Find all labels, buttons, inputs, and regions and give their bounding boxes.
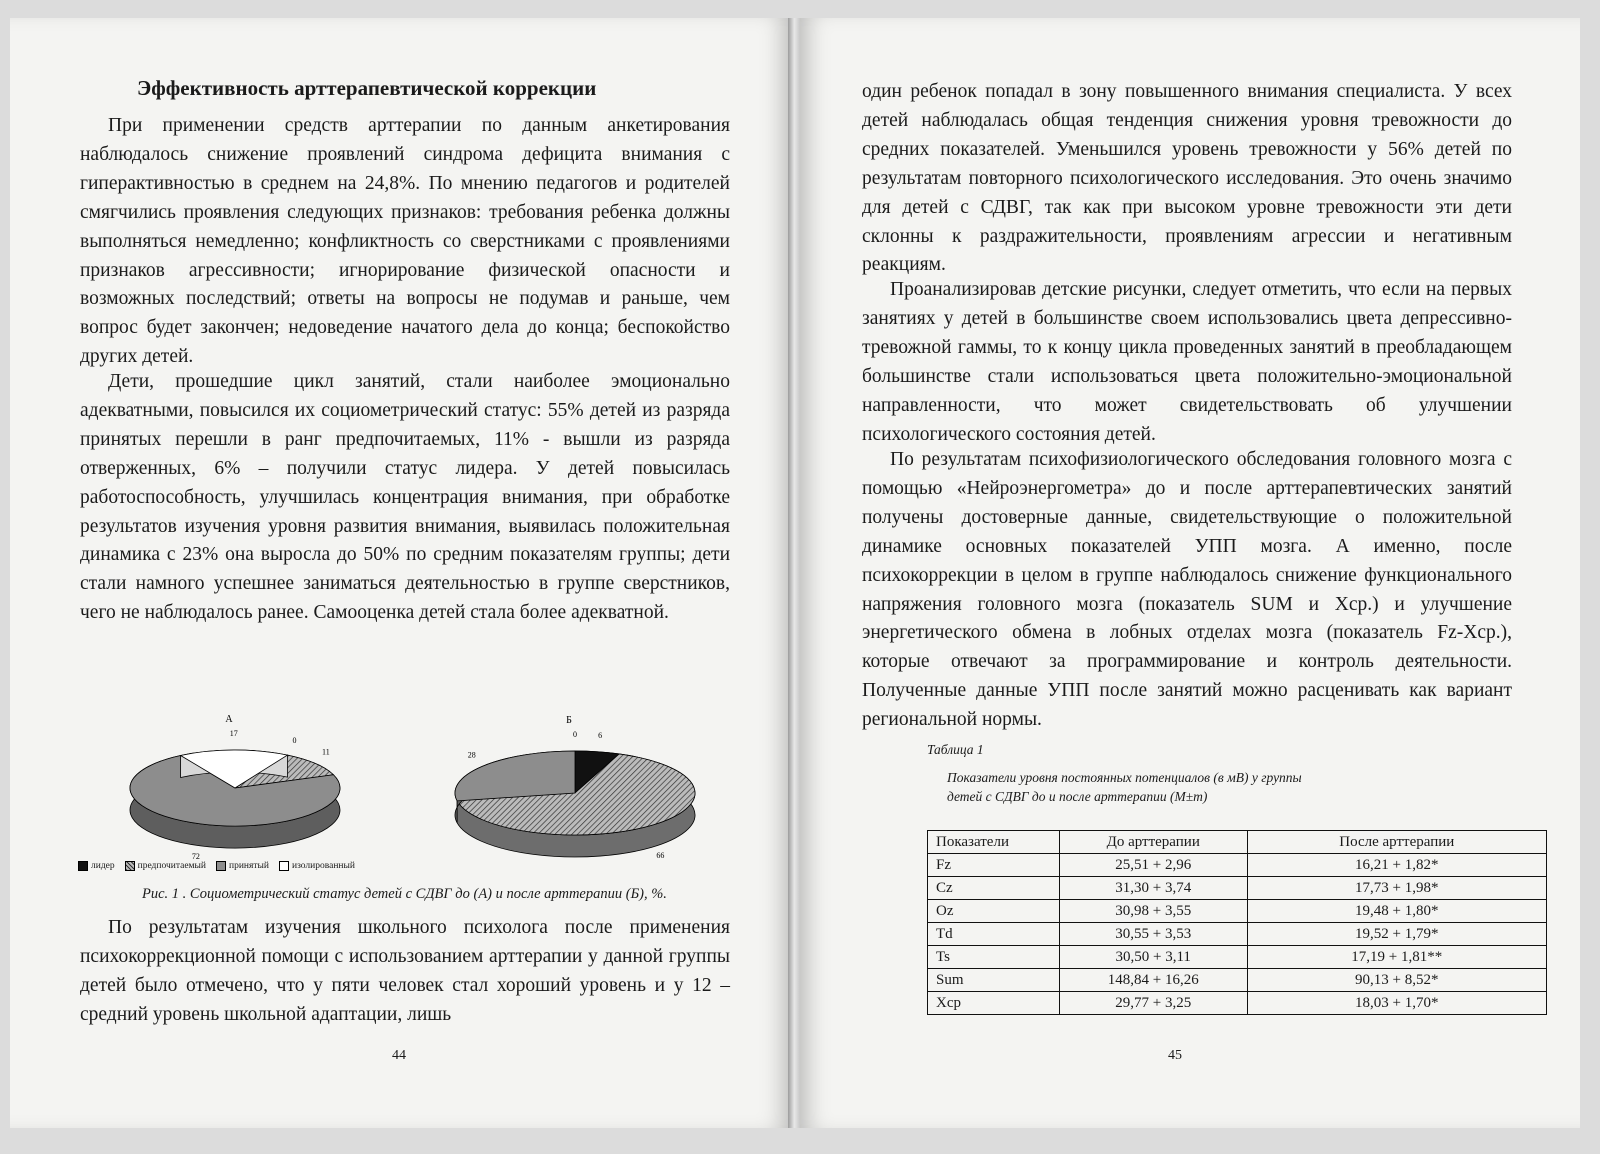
table-row <box>928 877 1547 900</box>
table-row <box>928 946 1547 969</box>
data-label-a-1: 11 <box>322 747 330 757</box>
legend-item-leader: лидер <box>78 861 115 871</box>
data-label-a-2: 72 <box>191 852 200 862</box>
table-cell: 25,51 + 2,96 <box>1059 854 1247 877</box>
left-page <box>10 18 790 1128</box>
figure-caption: Рис. 1 . Социометрический статус детей с СДВГ до (А) и после арттерапии (Б), %. <box>142 886 667 902</box>
data-label-b-1: 66 <box>656 851 665 861</box>
right-paragraph-3 <box>862 446 1512 735</box>
table-cell: Cz <box>928 877 1060 900</box>
chart-title-b: Б <box>566 715 572 726</box>
table-cell: 18,03 + 1,70* <box>1247 992 1546 1015</box>
table-cell: 30,98 + 3,55 <box>1059 900 1247 923</box>
right-paragraph-2 <box>862 276 1512 449</box>
table-cell: 31,30 + 3,74 <box>1059 877 1247 900</box>
potentials-table <box>927 830 1547 1015</box>
table-cell: 30,50 + 3,11 <box>1059 946 1247 969</box>
legend-item-accepted: принятый <box>216 861 269 871</box>
data-label-b-0: 6 <box>598 730 603 740</box>
right-paragraph-1-text: один ребенок попадал в зону повышенного внимания специалиста. У всех детей наблюдалась общая тенденция снижения уровня тревожности до средних показателей. Уменьшился уровень тревожности у 56% детей по результатам повторного психологического исследования. Это очень значимо для детей с СДВГ, так как при высоком уровне тревожности эти дети склонны к раздражительности, проявлениям агрессии и негативным реакциям. <box>862 81 1512 276</box>
chart-title-a: А <box>225 714 233 725</box>
table-cell: 19,52 + 1,79* <box>1247 923 1546 946</box>
left-paragraph-3 <box>80 914 730 1030</box>
table-row <box>928 969 1547 992</box>
table-header-row <box>928 831 1547 854</box>
data-label-a-0: 0 <box>292 735 297 745</box>
table-header-cell: После арттерапии <box>1247 831 1546 854</box>
table-cell: Ts <box>928 946 1060 969</box>
table-cell: Td <box>928 923 1060 946</box>
left-paragraph-2-text: Дети, прошедшие цикл занятий, стали наиболее эмоционально адекватными, повысился их социометрический статус: 55% детей из разряда принятых перешли в ранг предпочитаемых, 11% - вышли из разряда отверженных, 6% – получили статус лидера. У детей повысилась работоспособность, улучшилась концентрация внимания, при обработке результатов изучения уровня развития внимания, выявилась положительная динамика с 23% она выросла до 50% по средним показателям группы; дети стали намного успешнее заниматься деятельностью в группе сверстников, чего не наблюдалось ранее. Самооценка детей стала более адекватной. <box>80 371 730 624</box>
legend-item-isolated: изолированный <box>279 861 355 871</box>
table-cell: 16,21 + 1,82* <box>1247 854 1546 877</box>
legend-item-preferred: предпочитаемый <box>125 861 206 871</box>
chart-legend <box>78 861 355 871</box>
table-cell: 90,13 + 8,52* <box>1247 969 1546 992</box>
section-heading: Эффективность арттерапевтической коррекции <box>137 76 597 100</box>
table-header-cell: Показатели <box>928 831 1060 854</box>
table-cell: Хср <box>928 992 1060 1015</box>
left-paragraph-1 <box>80 112 730 372</box>
table-row <box>928 854 1547 877</box>
sociometric-pie-charts <box>120 703 740 883</box>
left-paragraph-1-text: При применении средств арттерапии по данным анкетирования наблюдалось снижение проявлений синдрома дефицита внимания с гиперактивностью в среднем на 24,8%. По мнению педагогов и родителей смягчились проявления следующих признаков: требования ребенка должны выполняться немедленно; конфликтность со сверстниками с проявлениями признаков агрессивности; игнорирование физической опасности и возможных последствий; ответы на вопросы не подумав и раньше, чем вопрос будет закончен; недоведение начатого дела до конца; беспокойство других детей. <box>80 115 730 368</box>
table-title: Показатели уровня постоянных потенциалов (в мВ) у группы детей с СДВГ до и после арттерапии (M±m) <box>947 770 1302 804</box>
right-paragraph-2-text: Проанализировав детские рисунки, следует отметить, что если на первых занятиях у детей в большинстве своем использовались цвета депрессивно-тревожной гаммы, то к концу цикла проведенных занятий в преобладающем большинстве стали использоваться цвета положительно-эмоциональной направленности, что может свидетельствовать об улучшении психологического состояния детей. <box>862 279 1512 445</box>
table-row <box>928 992 1547 1015</box>
table-cell: 30,55 + 3,53 <box>1059 923 1247 946</box>
data-label-b-3: 0 <box>573 730 577 739</box>
table-cell: 17,19 + 1,81** <box>1247 946 1546 969</box>
table-cell: 148,84 + 16,26 <box>1059 969 1247 992</box>
table-cell: Fz <box>928 854 1060 877</box>
table-cell: Oz <box>928 900 1060 923</box>
table-cell: 19,48 + 1,80* <box>1247 900 1546 923</box>
table-header-cell: До арттерапии <box>1059 831 1247 854</box>
table-cell: Sum <box>928 969 1060 992</box>
page-number-right: 45 <box>1168 1048 1182 1063</box>
pie-chart-a <box>130 714 340 861</box>
table-row <box>928 923 1547 946</box>
data-label-b-2: 28 <box>467 750 476 760</box>
right-paragraph-3-text: По результатам психофизиологического обследования головного мозга с помощью «Нейроэнергометра» до и после арттерапевтических занятий получены достоверные данные, свидетельствующие о положительной динамике основных показателей УПП мозга. А именно, после психокоррекции в целом в группе наблюдалось снижение функционального напряжения головного мозга (показатель SUM и Хср.) и улучшение энергетического обмена в лобных отделах мозга (показатель Fz-Хср.), которые отвечают за программирование и контроль деятельности. Полученные данные УПП после занятий можно расценивать как вариант региональной нормы. <box>862 449 1512 731</box>
pie-chart-b <box>455 715 695 860</box>
page-number-left: 44 <box>392 1048 406 1063</box>
right-page <box>800 18 1580 1128</box>
table-cell: 17,73 + 1,98* <box>1247 877 1546 900</box>
right-paragraph-1 <box>862 78 1512 280</box>
left-paragraph-2 <box>80 368 730 628</box>
table-label: Таблица 1 <box>927 742 984 757</box>
table-row <box>928 900 1547 923</box>
left-paragraph-3-text: По результатам изучения школьного психолога после применения психокоррекционной помощи с использованием арттерапии у данной группы детей было отмечено, что у пяти человек стал хороший уровень и у 12 – средний уровень школьной адаптации, лишь <box>80 917 730 1025</box>
data-label-a-3: 17 <box>229 729 238 739</box>
table-cell: 29,77 + 3,25 <box>1059 992 1247 1015</box>
